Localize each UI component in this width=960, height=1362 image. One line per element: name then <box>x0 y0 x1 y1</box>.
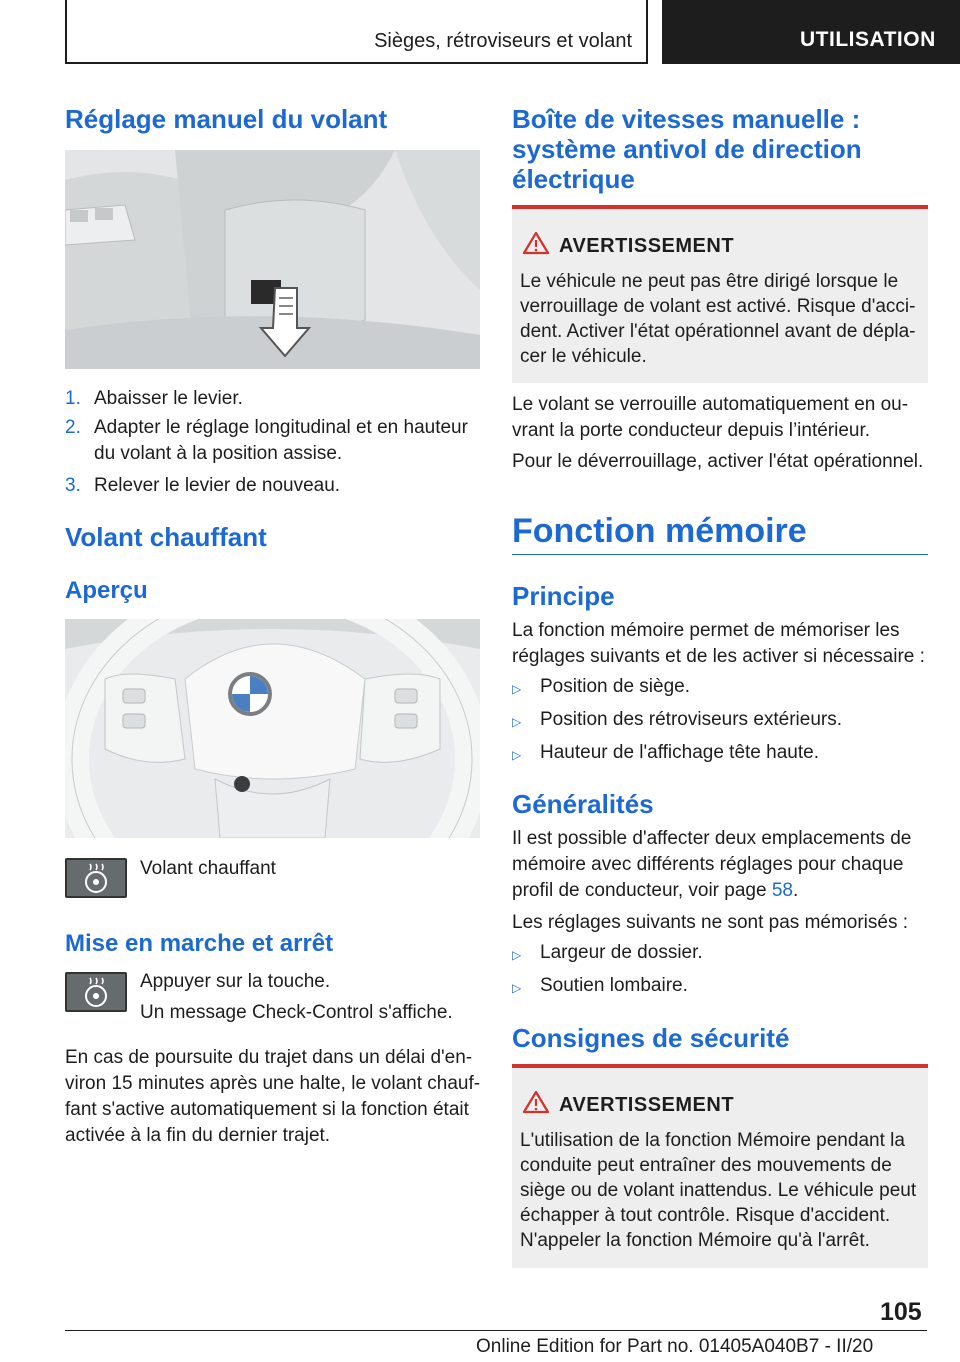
unlock-paragraph: Pour le déverrouillage, activer l'état opérationnel. <box>512 451 924 472</box>
heated-wheel-icon <box>67 974 125 1010</box>
warning-label: AVERTISSEMENT <box>559 1094 735 1116</box>
heading-general: Généralités <box>512 789 654 819</box>
steering-wheel-illustration <box>65 619 480 838</box>
lock-paragraph: Le volant se verrouille automatiquement en ou- vrant la porte conducteur depuis l’intérieur. <box>512 394 909 441</box>
principle-paragraph: La fonction mémoire permet de mémoriser les réglages suivants et de les activer si nécessaire : <box>512 620 925 667</box>
heading-on-off: Mise en marche et arrêt <box>65 930 334 957</box>
steering-column-image <box>65 150 480 369</box>
heated-wheel-button-icon-2 <box>65 972 127 1012</box>
warning-box-memory <box>512 1064 928 1268</box>
heading-memory-function: Fonction mémoire <box>512 512 807 550</box>
heading-gearbox-lock: Boîte de vitesses manuelle : système antivol de direction électrique <box>512 104 862 194</box>
heading-manual-adjust: Réglage manuel du volant <box>65 104 388 134</box>
not-saved-paragraph: Les réglages suivants ne sont pas mémorisés : <box>512 912 909 933</box>
heated-wheel-label: Volant chauffant <box>140 858 276 879</box>
step-1: 1. Abaisser le levier. <box>65 388 243 409</box>
heated-wheel-icon <box>67 860 125 896</box>
bullet-triangle-icon: ▷ <box>512 715 522 729</box>
heated-wheel-paragraph: En cas de poursuite du trajet dans un délai d'en- viron 15 minutes après une halte, le volant chauf- fant s'active automatiquement si la fonction était activée à la fin du dernier trajet. <box>65 1047 481 1146</box>
header-section-box <box>662 0 960 64</box>
bullet-triangle-icon: ▷ <box>512 981 522 995</box>
bullet-triangle-icon: ▷ <box>512 748 522 762</box>
warning-text: L'utilisation de la fonction Mémoire pendant la conduite peut entraîner des mouvements de siège ou de volant inattendus. Le véhicule peut échapper à tout contrôle. Risque d'accident. N'appeler la fonction Mémoire qu'à l'arrêt. <box>520 1130 917 1251</box>
header-section: UTILISATION <box>800 28 936 51</box>
heading-principle: Principe <box>512 581 615 611</box>
footer-edition: Online Edition for Part no. 01405A040B7 - II/20 <box>476 1336 874 1357</box>
warning-box-steering-lock <box>512 205 928 383</box>
heading-heated-wheel: Volant chauffant <box>65 522 267 552</box>
bullet-triangle-icon: ▷ <box>512 682 522 696</box>
general-paragraph: Il est possible d'affecter deux emplacements de mémoire avec différents réglages pour chaque profil de conducteur, voir page 58. <box>512 828 912 901</box>
steering-lever-illustration <box>65 150 480 369</box>
footer-rule <box>65 1330 927 1331</box>
heading-rule <box>512 554 928 555</box>
step-2: 2. Adapter le réglage longitudinal et en hauteur du volant à la position assise. <box>65 417 468 464</box>
warning-triangle-icon <box>522 231 550 255</box>
header-chapter: Sièges, rétroviseurs et volant <box>374 30 632 52</box>
press-key-text: Appuyer sur la touche. <box>140 971 331 992</box>
warning-label: AVERTISSEMENT <box>559 235 735 257</box>
page-link[interactable]: 58 <box>771 880 793 901</box>
heated-wheel-button-icon <box>65 858 127 898</box>
steering-wheel-image <box>65 619 480 838</box>
heading-safety: Consignes de sécurité <box>512 1023 790 1053</box>
bullet-triangle-icon: ▷ <box>512 948 522 962</box>
page-number: 105 <box>880 1298 922 1326</box>
check-control-text: Un message Check-Control s'affiche. <box>140 1002 453 1023</box>
warning-text: Le véhicule ne peut pas être dirigé lorsque le verrouillage de volant est activé. Risque d'acci- dent. Activer l'état opérationnel avant de dépla- cer le véhicule. <box>520 271 916 367</box>
heading-overview: Aperçu <box>65 577 148 604</box>
header-chapter-box <box>65 0 648 64</box>
step-3: 3. Relever le levier de nouveau. <box>65 475 341 496</box>
warning-triangle-icon <box>522 1090 550 1114</box>
